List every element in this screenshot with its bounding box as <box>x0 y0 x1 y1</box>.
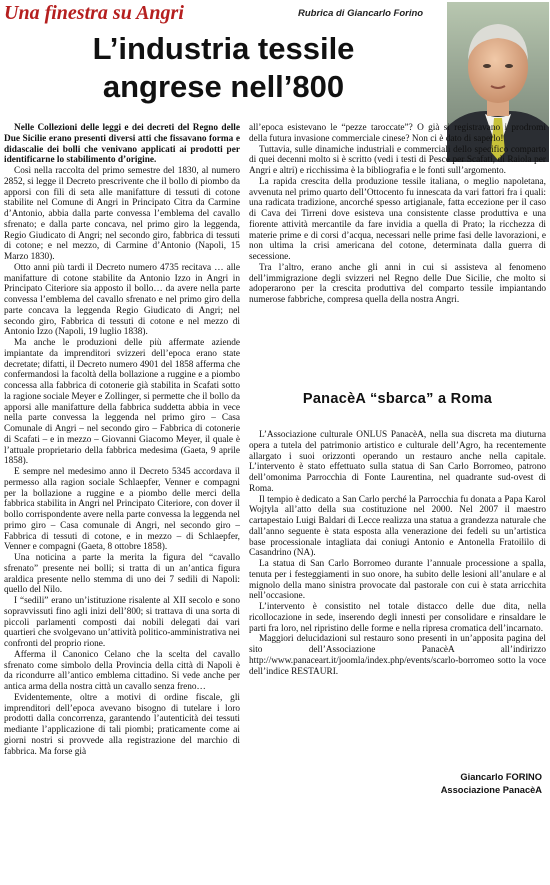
article-paragraph: Tra l’altro, erano anche gli anni in cui si assisteva al fenomeno dell’immigrazione degli svizzeri nel Regno delle Due Sicilie, che molto si adoperarono per la crescita produttiva del comparto tessile impiantando numerose fabbriche, compresa quella della nostra Angri. <box>249 262 546 305</box>
article-paragraph: L’Associazione culturale ONLUS PanacèA, nella sua discreta ma diuturna opera a tutela del patrimonio artistico e culturale dell’Agro, ha recentemente allargato i suoi orizzonti operando un restauro anche nella capitale. L’intervento è stato effettuato sulla statua di San Carlo Borromeo, patrono dell’omonima Parrocchia di Fonte Laurentina, nel quadrante sud-ovest di Roma. <box>249 430 546 494</box>
article-paragraph: Tuttavia, sulle dinamiche industriali e commerciali dello specifico comparto di quei decenni molto si è scritto (vedi i testi di Pesce per Scafati, di Raiola per Angri e altri) e ricchissima è la bibliografia e le fonti sull’argomento. <box>249 144 546 176</box>
title-line-2: angrese nell’800 <box>102 69 345 104</box>
article-paragraph: L’intervento è consistito nel totale distacco delle due dita, nella ricollocazione in sede, inserendo degli innesti per consolidare e rinsaldare le parti fra loro, nel ripristino delle forme e nella ripresa cromatica dell’incarnato. <box>249 602 546 634</box>
article-paragraph: Otto anni più tardi il Decreto numero 4735 recitava … alle manifatture di cotone stabilite da Antonio Izzo in Angri in Principato Citeriore sia apposto il bollo… da avere nella parte convessa l’emblema del cavallo sfrenato e nel primo giro della parte concava la leggenda Regio Giudicato di Angri; nel secondo giro, Fabbrica di tessuti di cotone e nel mezzo di Antonio Izzo (Napoli, 19 luglio 1838). <box>4 262 240 338</box>
article-column-2 <box>249 123 546 316</box>
article-lead: Nelle Collezioni delle leggi e dei decreti del Regno delle Due Sicilie erano presenti diversi atti che fissavano forma e didascalie dei bolli che venivano applicati ai prodotti per identificarne lo stabilimento d’origine. <box>4 123 240 166</box>
column-rubric: Una finestra su Angri <box>4 2 184 24</box>
signature-association: Associazione PanacèA <box>440 785 542 795</box>
panacea-article <box>249 430 546 770</box>
article-paragraph: Il tempio è dedicato a San Carlo perché la Parrocchia fu donata a Papa Karol Wojtyla all’atto della sua costituzione nel 2000. Nel 2007 il maestro cartapestaio Luigi Baldari di Lecce realizza una statua a grandezza naturale che dall’anno seguente è stata esposta alla venerazione dei fedeli su un’artistica base processionale intagliata dai coniugi Antonio e Antonella Fratoililo di Casandrino (NA). <box>249 494 546 559</box>
article-paragraph: Afferma il Canonico Celano che la scelta del cavallo sfrenato come simbolo della Provincia della città di Napoli è da ricondurre all’antico emblema cittadino. Si vede anche per antica arma della nostra città un cavallo senza freno… <box>4 649 240 692</box>
article-paragraph: Ma anche le produzioni delle più affermate aziende impiantate da imprenditori svizzeri dell’epoca erano state decretate; difatti, il Decreto numero 4901 del 1858 afferma che confermandosi la facoltà della bollazione a ruggine e a piombo concessa alla fabbrica di cotonerie già stabilita in Scafati sotto la ragione sociale Meyer e Zollinger, si permette che il bollo da apporsi alle manifatture della fabbrica suddetta abbia in vece nella parte convessa la leggenda nel primo giro – Casa Comunale di Angri – nel secondo giro – Fabbrica di cotonerie di Scafati – e in mezzo – Giovanni Giacomo Meyer, il quale è l’attuale proprietario della fabbrica medesima (Gaeta, 9 aprile 1858). <box>4 338 240 467</box>
article-paragraph: Evidentemente, oltre a motivi di ordine fiscale, gli imprenditori dell’epoca avevano bisogno di tutelare i loro prodotti dalla concorrenza, garantendo l’autenticità dei tessuti mediante l’applicazione di tali piombi; praticamente come ai giorni nostri si provvede alla registrazione del marchio di fabbrica. Ma forse già <box>4 692 240 757</box>
article-paragraph: Una noticina a parte la merita la figura del “cavallo sfrenato” presente nei bolli; si tratta di un an’antica figura araldica presente nello stemma di uno dei 7 sedili di Napoli: quello del Nilo. <box>4 553 240 596</box>
article-column-1 <box>4 123 240 883</box>
article-paragraph: La rapida crescita della produzione tessile italiana, o meglio napoletana, avvenuta nel primo quarto dell’Ottocento fu innescata da vari fattori fra i quali: una radicata tradizione, ancorché spesso artigianale, fatta eccezione per il caso di Cava dei Tirreni dove esisteva una consistente classe produttiva e una fiorente attività mercantile da fare invidia a quella di Prato; la ricchezza di materie prime e di corsi d’acqua, necessari nelle prime fasi delle lavorazioni, e non ultima la crisi americana del cotone, determinata dalla guerra di secessione. <box>249 176 546 262</box>
section-subheading: PanacèA “sbarca” a Roma <box>302 391 493 407</box>
article-paragraph: all’epoca esistevano le “pezze taroccate”? O già si registravano i prodromi della futura invasione commerciale cinese? Non ci è dato di saperlo! <box>249 123 546 144</box>
article-paragraph: Così nella raccolta del primo semestre del 1830, al numero 2852, si legge il Decreto prescrivente che il bollo di piombo da apporsi con fili di seta alle manifatture di tessuti di cotone stabilite nel Comune di Angri in Principato Citra da Carmine d’Antonio, abbia dalla parte convessa l’emblema del cavallo sfrenato; e dalla parte concava, nel primo giro la leggenda, Regio Giudicato di Angri; nel secondo giro, fabbrica di tessuti di cotone; e nel mezzo, di Carmine d’Antonio (Napoli, 15 Marzo 1830). <box>4 166 240 262</box>
article-title <box>0 30 447 106</box>
article-paragraph: E sempre nel medesimo anno il Decreto 5345 accordava il permesso alla ragion sociale Schlaepfer, Venner e compagni per la bollazione a ruggine e a piombo delle merci della fabbrica stabilita in Angri nel Principato Citeriore, con dover il bollo corrispondente avere nella parte convessa la leggenda nel primo giro – Casa comunale di Angri, nel secondo giro – Fabbrica di tessuti di cotone, e in mezzo – di Schlaepfer, Venner e compagni (Gaeta, 8 ottobre 1858). <box>4 467 240 553</box>
rubric-author: Rubrica di Giancarlo Forino <box>298 8 424 19</box>
article-paragraph: I “sedili” erano un’istituzione risalente al XII secolo e sono sopravvissuti fino agli inizi dell’800; si trattava di una sorta di piccoli parlamenti composti dai nobili delegati dai vari quartieri che svolgevano un’attività politico-amministrativa nei confronti del proprio rione. <box>4 596 240 649</box>
article-paragraph: Maggiori delucidazioni sul restauro sono presenti in un’apposita pagina del sito dell’Associazione PanacèA all’indirizzo http://www.panaceart.it/joomla/index.php/events/scarlo-borromeo sotto la voce dell’indice RESTAURI. <box>249 634 546 677</box>
article-paragraph: La statua di San Carlo Borromeo durante l’annuale processione a spalla, tenuta per i festeggiamenti in suo onore, ha subito delle lesioni all’anulare e al mignolo della mano sinistra provocate dal pastorale con cui è stata arricchita nell’occasione. <box>249 559 546 602</box>
signature-name: Giancarlo FORINO <box>460 772 542 782</box>
title-line-1: L’industria tessile <box>92 31 355 66</box>
